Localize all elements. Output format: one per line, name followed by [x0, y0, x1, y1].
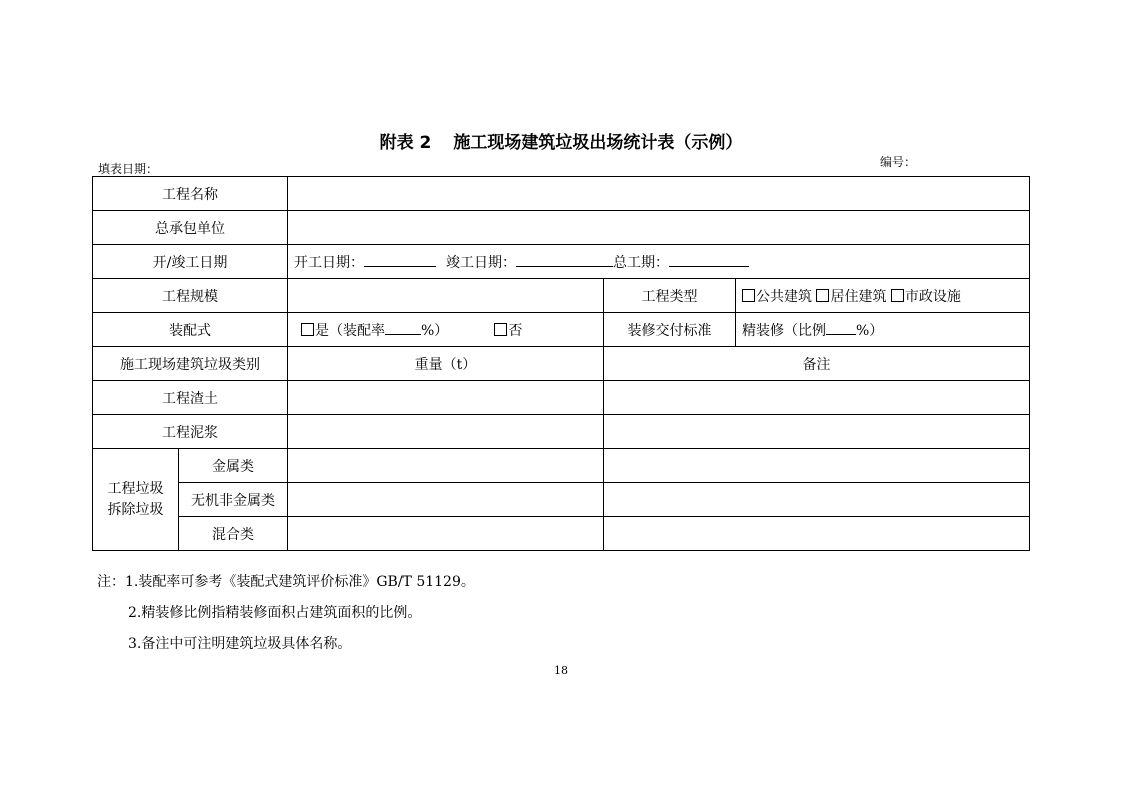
- checkbox[interactable]: [494, 323, 507, 336]
- prefab-yes-option[interactable]: 是（装配率: [301, 323, 385, 339]
- weight-field[interactable]: [288, 483, 604, 517]
- decoration-text: 精装修（比例: [742, 322, 826, 339]
- weight-field[interactable]: [288, 415, 604, 449]
- category-header: 施工现场建筑垃圾类别: [93, 347, 288, 381]
- decoration-label: 装修交付标准: [604, 313, 736, 347]
- table-row: [93, 279, 1030, 313]
- type-public-option[interactable]: 公共建筑: [742, 289, 812, 305]
- category-muck: 工程渣土: [93, 381, 288, 415]
- end-date-field[interactable]: [516, 252, 613, 267]
- table-row: [93, 381, 1030, 415]
- prefab-label: 装配式: [93, 313, 288, 347]
- prefab-options: [288, 313, 604, 347]
- project-type-label: 工程类型: [604, 279, 736, 313]
- table-row: [93, 177, 1030, 211]
- scale-field[interactable]: [288, 279, 604, 313]
- project-name-field[interactable]: [288, 177, 1030, 211]
- table-row: [93, 245, 1030, 279]
- serial-number-label: 编号：: [880, 155, 917, 169]
- percent-label: %）: [856, 322, 884, 339]
- weight-field[interactable]: [288, 449, 604, 483]
- total-duration-label: 总工期：: [613, 254, 669, 271]
- note-1: 注：1.装配率可参考《装配式建筑评价标准》GB/T 51129。: [97, 574, 475, 590]
- checkbox[interactable]: [816, 289, 829, 302]
- title-text: 施工现场建筑垃圾出场统计表（示例）: [453, 133, 743, 153]
- remarks-field[interactable]: [604, 517, 1030, 551]
- project-type-options: [736, 279, 1030, 313]
- decoration-ratio-field[interactable]: [826, 320, 856, 335]
- note-2: 2.精装修比例指精装修面积占建筑面积的比例。: [128, 605, 422, 621]
- type-municipal-option[interactable]: 市政设施: [891, 289, 961, 305]
- remarks-field[interactable]: [604, 381, 1030, 415]
- decoration-cell: [736, 313, 1030, 347]
- prefab-rate-field[interactable]: [385, 320, 421, 335]
- contractor-field[interactable]: [288, 211, 1030, 245]
- remarks-field[interactable]: [604, 449, 1030, 483]
- notes: [97, 567, 475, 660]
- contractor-label: 总承包单位: [93, 211, 288, 245]
- checkbox[interactable]: [742, 289, 755, 302]
- note-3: 3.备注中可注明建筑垃圾具体名称。: [128, 636, 352, 652]
- statistics-table: [92, 176, 1030, 551]
- category-metal: 金属类: [179, 449, 288, 483]
- start-date-field[interactable]: [364, 252, 436, 267]
- category-inorganic: 无机非金属类: [179, 483, 288, 517]
- table-row: [93, 415, 1030, 449]
- category-mud: 工程泥浆: [93, 415, 288, 449]
- table-row: [93, 313, 1030, 347]
- weight-header: 重量（t）: [288, 347, 604, 381]
- total-duration-field[interactable]: [669, 252, 749, 267]
- category-mixed: 混合类: [179, 517, 288, 551]
- checkbox[interactable]: [301, 323, 314, 336]
- table-row: [93, 449, 1030, 483]
- remarks-field[interactable]: [604, 415, 1030, 449]
- fill-date-label: 填表日期：: [98, 162, 159, 176]
- scale-label: 工程规模: [93, 279, 288, 313]
- project-name-label: 工程名称: [93, 177, 288, 211]
- weight-field[interactable]: [288, 517, 604, 551]
- prefab-no-option[interactable]: 否: [494, 323, 522, 339]
- title-label: 附表 2: [379, 133, 432, 153]
- page-title: [0, 128, 1122, 153]
- weight-field[interactable]: [288, 381, 604, 415]
- waste-group-label: 工程垃圾 拆除垃圾: [93, 449, 179, 551]
- table-row: [93, 211, 1030, 245]
- table-row: [93, 483, 1030, 517]
- dates-cell: [288, 245, 1030, 279]
- end-date-label: 竣工日期：: [446, 254, 516, 271]
- remarks-header: 备注: [604, 347, 1030, 381]
- page-number: 18: [554, 664, 568, 677]
- table-header-row: [93, 347, 1030, 381]
- remarks-field[interactable]: [604, 483, 1030, 517]
- dates-label: 开/竣工日期: [93, 245, 288, 279]
- start-date-label: 开工日期：: [294, 254, 364, 271]
- type-residential-option[interactable]: 居住建筑: [816, 289, 886, 305]
- table-row: [93, 517, 1030, 551]
- percent-label: %）: [421, 322, 449, 339]
- checkbox[interactable]: [891, 289, 904, 302]
